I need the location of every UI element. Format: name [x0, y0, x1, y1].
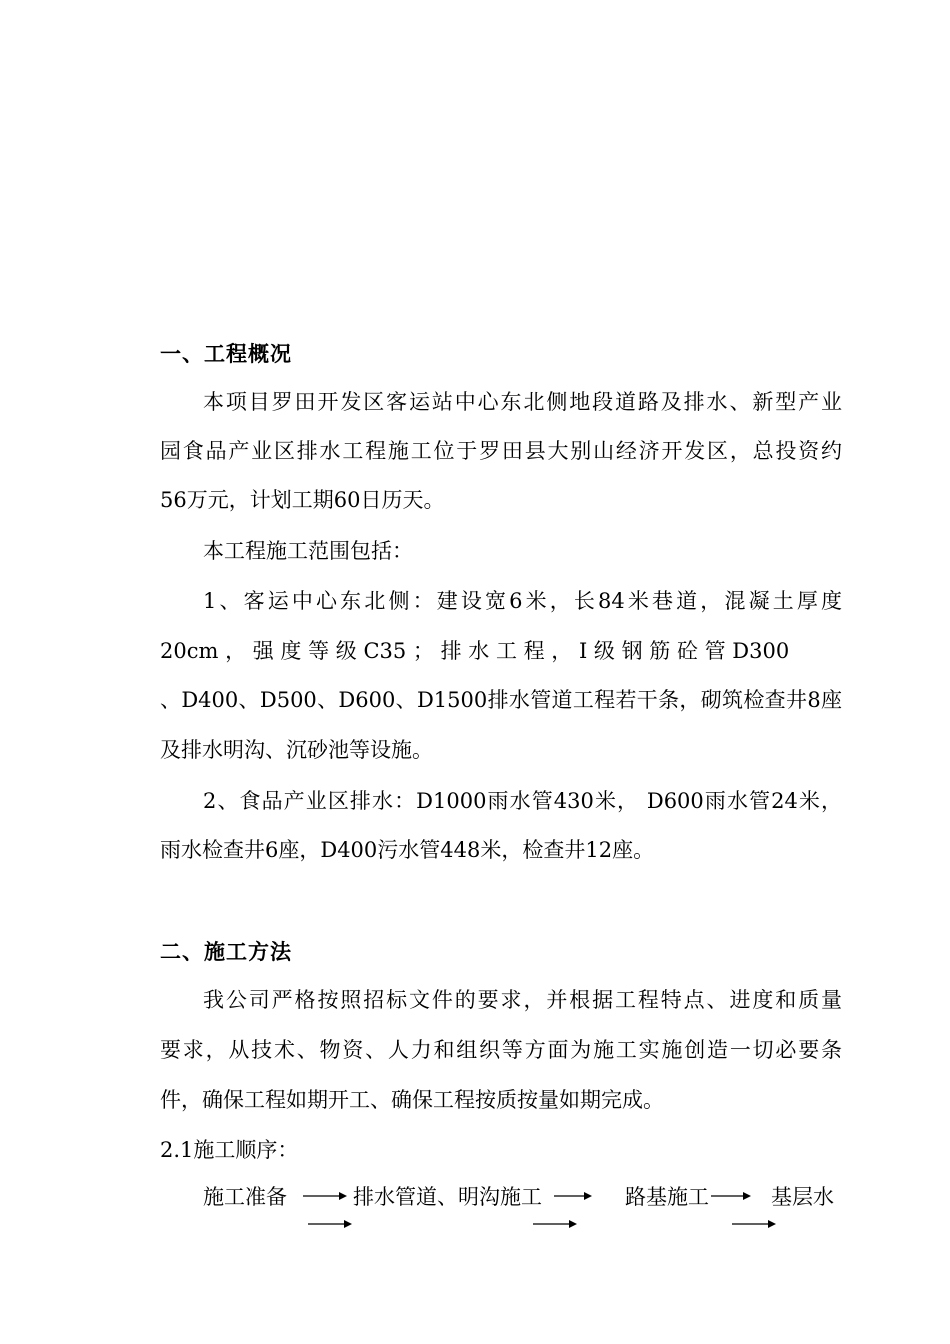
sub-heading-sequence: 2.1施工顺序：: [160, 1138, 299, 1162]
paragraph-line: 本项目罗田开发区客运站中心东北侧地段道路及排水、新型产业: [203, 390, 842, 414]
arrow-right-icon: [303, 1191, 347, 1201]
flow-step-subgrade: 路基施工: [625, 1185, 709, 1209]
flow-step-drainage: 排水管道、明沟施工: [353, 1185, 542, 1209]
paragraph-line: 我公司严格按照招标文件的要求，并根据工程特点、进度和质量: [203, 988, 842, 1012]
list-item-line: 、D400、D500、D600、D1500排水管道工程若干条，砌筑检查井8座: [160, 688, 842, 712]
paragraph-line: 本工程施工范围包括：: [203, 539, 413, 563]
paragraph-line: 56万元，计划工期60日历天。: [160, 488, 445, 512]
section-heading-method: 二、施工方法: [160, 939, 292, 964]
arrow-right-icon: [533, 1219, 577, 1229]
list-item-line: 20cm ， 强 度 等 级 C35 ； 排 水 工 程 ， I 级 钢 筋 砼 管 D300: [160, 639, 790, 663]
paragraph-line: 件，确保工程如期开工、确保工程按质按量如期完成。: [160, 1088, 664, 1112]
flow-step-preparation: 施工准备: [203, 1185, 287, 1209]
list-item-line: 及排水明沟、沉砂池等设施。: [160, 738, 433, 762]
arrow-right-icon: [732, 1219, 776, 1229]
paragraph-line: 园食品产业区排水工程施工位于罗田县大别山经济开发区，总投资约: [160, 439, 842, 463]
list-item-line: 2、食品产业区排水：D1000雨水管430米， D600雨水管24米，: [203, 789, 842, 813]
arrow-right-icon: [554, 1191, 592, 1201]
list-item-line: 雨水检查井6座，D400污水管448米，检查井12座。: [160, 838, 655, 862]
arrow-right-icon: [711, 1191, 751, 1201]
list-item-line: 1、客运中心东北侧：建设宽6米，长84米巷道，混凝土厚度: [203, 589, 842, 613]
arrow-right-icon: [308, 1219, 352, 1229]
flow-step-base: 基层水: [771, 1185, 834, 1209]
paragraph-line: 要求，从技术、物资、人力和组织等方面为施工实施创造一切必要条: [160, 1038, 842, 1062]
section-heading-overview: 一、工程概况: [160, 341, 292, 366]
